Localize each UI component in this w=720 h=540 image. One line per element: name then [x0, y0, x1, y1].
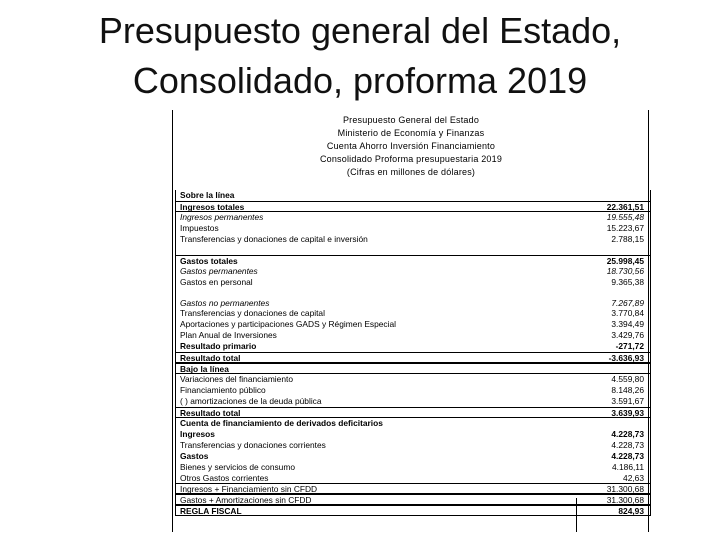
- table-row: Resultado total -3.636,93: [176, 352, 650, 363]
- table-row: Gastos no permanentes 7.267,89: [180, 297, 644, 308]
- table-header-line-4: Consolidado Proforma presupuestaria 2019: [319, 154, 503, 164]
- table-row: REGLA FISCAL 824,93: [176, 505, 650, 516]
- table-row: Ingresos + Financiamiento sin CFDD 31.300,68: [176, 483, 650, 494]
- table-row: Transferencias y donaciones de capital e inversión 2.788,15: [180, 233, 644, 244]
- table-row: Aportaciones y participaciones GADS y Régimen Especial 3.394,49: [180, 319, 644, 330]
- table-row: Ingresos permanentes 19.555,48: [180, 211, 644, 222]
- table-header-line-1: Presupuesto General del Estado: [342, 115, 480, 125]
- table-row: Variaciones del financiamiento 4.559,80: [180, 374, 644, 385]
- table-row: Sobre la línea: [180, 190, 235, 200]
- table-row: Impuestos 15.223,67: [180, 222, 644, 233]
- table-row: Gastos en personal 9.365,38: [180, 276, 644, 287]
- table-row: Ingresos totales 22.361,51: [176, 201, 650, 212]
- table-header-line-2: Ministerio de Economía y Finanzas: [337, 128, 485, 138]
- budget-table-image: [165, 110, 657, 532]
- table-row: Plan Anual de Inversiones 3.429,76: [180, 330, 644, 341]
- table-row: Otros Gastos corrientes 42,63: [180, 472, 644, 483]
- table-row: Gastos + Amortizaciones sin CFDD 31.300,68: [176, 494, 650, 505]
- table-header-line-5: (Cifras en millones de dólares): [346, 167, 476, 177]
- table-row: Transferencias y donaciones de capital 3.770,84: [180, 308, 644, 319]
- table-header-line-3: Cuenta Ahorro Inversión Financiamiento: [326, 141, 496, 151]
- table-row: Transferencias y donaciones corrientes 4.228,73: [180, 439, 644, 450]
- table-row: [176, 245, 650, 255]
- budget-table: [175, 190, 651, 516]
- table-row: Bajo la línea: [176, 363, 650, 374]
- slide-title-line-2: Consolidado, proforma 2019: [132, 60, 588, 101]
- slide-title: [0, 6, 720, 106]
- table-row: Resultado primario -271,72: [180, 341, 644, 352]
- table-row: [176, 288, 650, 298]
- table-row: Ingresos 4.228,73: [180, 428, 644, 439]
- table-row: Gastos 4.228,73: [180, 450, 644, 461]
- table-row: Resultado total 3.639,93: [176, 407, 650, 418]
- table-row: Gastos totales 25.998,45: [176, 255, 650, 266]
- table-row: Cuenta de financiamiento de derivados deficitarios: [180, 417, 383, 428]
- table-row: Financiamiento público 8.148,26: [180, 385, 644, 395]
- table-row: Gastos permanentes 18.730,56: [180, 265, 644, 276]
- table-row: ( ) amortizaciones de la deuda pública 3.591,67: [180, 395, 644, 406]
- slide-title-line-1: Presupuesto general del Estado,: [98, 10, 622, 51]
- table-row: Bienes y servicios de consumo 4.186,11: [180, 461, 644, 472]
